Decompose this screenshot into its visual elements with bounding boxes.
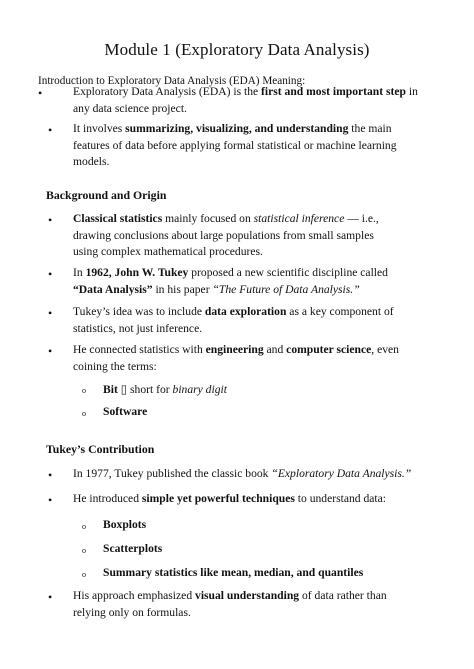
background-bullet-1-line-3: using complex mathematical procedures. [73,245,263,258]
bullet-marker: • [48,123,53,137]
section-heading-tukey: Tukey’s Contribution [46,442,155,456]
page-title: Module 1 (Exploratory Data Analysis) [104,40,370,59]
tukey-bullet-3-line-1: His approach emphasized visual understanding of data rather than [73,589,387,602]
tukey-bullet-1-line-1: In 1977, Tukey published the classic book “Exploratory Data Analysis.” [73,467,412,480]
intro-bullet-1-line-2: any data science project. [73,101,187,115]
intro-bullet-2-line-3: models. [73,155,110,168]
background-bullet-1-line-2: drawing conclusions about large populations from small samples [73,228,374,242]
background-bullet-2 [73,265,453,298]
background-bullet-1-line-1: Classical statistics mainly focused on statistical inference — i.e., [73,212,379,225]
bullet-marker: • [48,306,53,320]
intro-heading: Introduction to Exploratory Data Analysis (EDA) Meaning: [38,75,306,87]
background-bullet-3 [73,304,453,337]
background-bullet-3-line-2: statistics, not just inference. [73,321,203,335]
background-bullet-4 [73,342,453,375]
intro-bullet-2-line-2: features of data before applying formal statistical or machine learning [73,138,397,152]
bullet-marker: • [48,344,53,358]
tukey-sub-bullet-summary-statistics: Summary statistics like mean, median, and quantiles [103,566,364,579]
bullet-marker: • [38,86,43,100]
sub-bullet-marker: o [82,522,86,531]
sub-bullet-marker: o [82,409,86,418]
tukey-bullet-1 [73,466,468,483]
tukey-bullet-3 [73,588,468,621]
bullet-marker: • [48,267,53,281]
bullet-marker: • [48,213,53,227]
sub-bullet-marker: o [82,570,86,579]
tukey-sub-bullet-boxplots: Boxplots [103,518,147,531]
tukey-sub-bullet-scatterplots: Scatterplots [103,542,163,555]
background-bullet-4-line-2: coining the terms: [73,359,157,373]
background-sub-bullet-bit: Bit ▯ short for binary digit [103,383,227,396]
background-bullet-1 [73,211,453,261]
tukey-bullet-2-line-1: He introduced simple yet powerful techniques to understand data: [73,492,386,505]
sub-bullet-marker: o [82,386,86,395]
intro-bullet-1-line-1: Exploratory Data Analysis (EDA) is the first and most important step in [73,85,418,98]
sub-bullet-marker: o [82,546,86,555]
background-bullet-4-line-1: He connected statistics with engineering and computer science, even [73,343,399,356]
bullet-marker: • [48,493,53,507]
intro-bullet-2-line-1: It involves summarizing, visualizing, and understanding the main [73,122,392,135]
bullet-marker: • [48,590,53,604]
tukey-bullet-3-line-2: relying only on formulas. [73,605,191,619]
background-bullet-3-line-1: Tukey’s idea was to include data exploration as a key component of [73,305,394,318]
section-heading-background: Background and Origin [46,188,167,202]
intro-bullet-2 [73,121,453,171]
intro-bullet-1 [73,84,453,117]
background-bullet-2-line-1: In 1962, John W. Tukey proposed a new scientific discipline called [73,266,388,279]
bullet-marker: • [48,468,53,482]
background-bullet-2-line-2: “Data Analysis” in his paper “The Future of Data Analysis.” [73,282,360,296]
background-sub-bullet-software: Software [103,405,148,418]
tukey-bullet-2 [73,491,468,508]
